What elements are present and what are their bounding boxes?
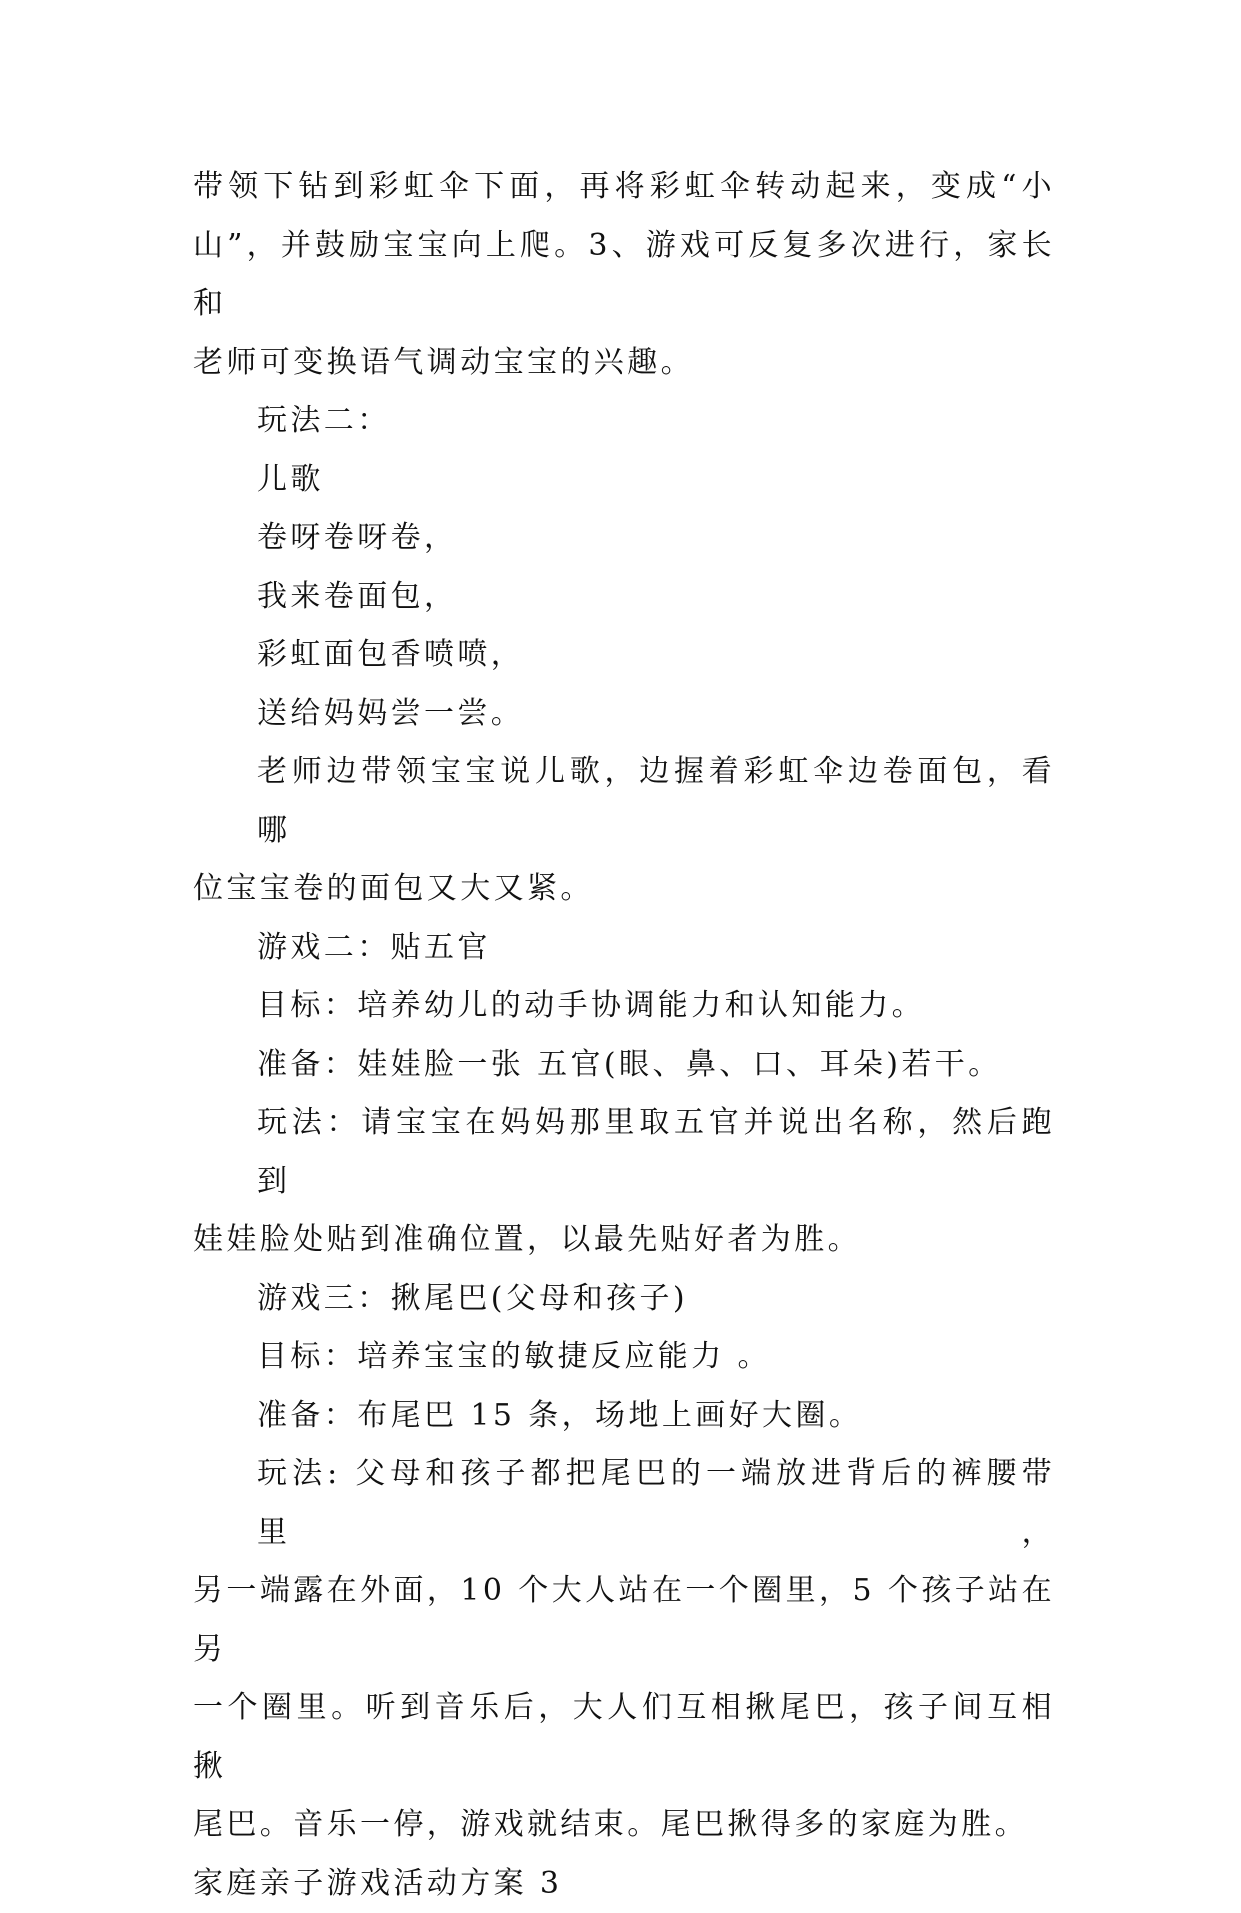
document-body: [193, 158, 1055, 1913]
text-line: 目标：培养宝宝的敏捷反应能力 。: [193, 1328, 1055, 1387]
text-line: 彩虹面包香喷喷，: [193, 626, 1055, 685]
text-line: 玩法：请宝宝在妈妈那里取五官并说出名称，然后跑到: [193, 1094, 1055, 1211]
section-heading: 家庭亲子游戏活动方案 3: [193, 1855, 1055, 1913]
text-line: 准备：娃娃脸一张 五官(眼、鼻、口、耳朵)若干。: [193, 1036, 1055, 1095]
text-line: 山”，并鼓励宝宝向上爬。3、游戏可反复多次进行，家长和: [193, 217, 1055, 334]
text-line: 一个圈里。听到音乐后，大人们互相揪尾巴，孩子间互相揪: [193, 1679, 1055, 1796]
text-line: 玩法: 父母和孩子都把尾巴的一端放进背后的裤腰带里，: [193, 1445, 1055, 1562]
text-line: 玩法二：: [193, 392, 1055, 451]
text-line: 游戏二：贴五官: [193, 919, 1055, 978]
text-line: 卷呀卷呀卷，: [193, 509, 1055, 568]
text-line: 目标：培养幼儿的动手协调能力和认知能力。: [193, 977, 1055, 1036]
text-line: 位宝宝卷的面包又大又紧。: [193, 860, 1055, 919]
text-line: 我来卷面包，: [193, 568, 1055, 627]
text-line: 老师可变换语气调动宝宝的兴趣。: [193, 334, 1055, 393]
text-line: 老师边带领宝宝说儿歌，边握着彩虹伞边卷面包，看哪: [193, 743, 1055, 860]
text-line: 带领下钻到彩虹伞下面，再将彩虹伞转动起来，变成“小: [193, 158, 1055, 217]
text-line: 准备：布尾巴 15 条，场地上画好大圈。: [193, 1387, 1055, 1446]
text-line: 送给妈妈尝一尝。: [193, 685, 1055, 744]
text-line: 儿歌: [193, 451, 1055, 510]
text-line: 尾巴。音乐一停，游戏就结束。尾巴揪得多的家庭为胜。: [193, 1796, 1055, 1855]
text-line: 娃娃脸处贴到准确位置，以最先贴好者为胜。: [193, 1211, 1055, 1270]
text-line: 另一端露在外面，10 个大人站在一个圈里，5 个孩子站在另: [193, 1562, 1055, 1679]
text-line: 游戏三：揪尾巴(父母和孩子): [193, 1270, 1055, 1329]
